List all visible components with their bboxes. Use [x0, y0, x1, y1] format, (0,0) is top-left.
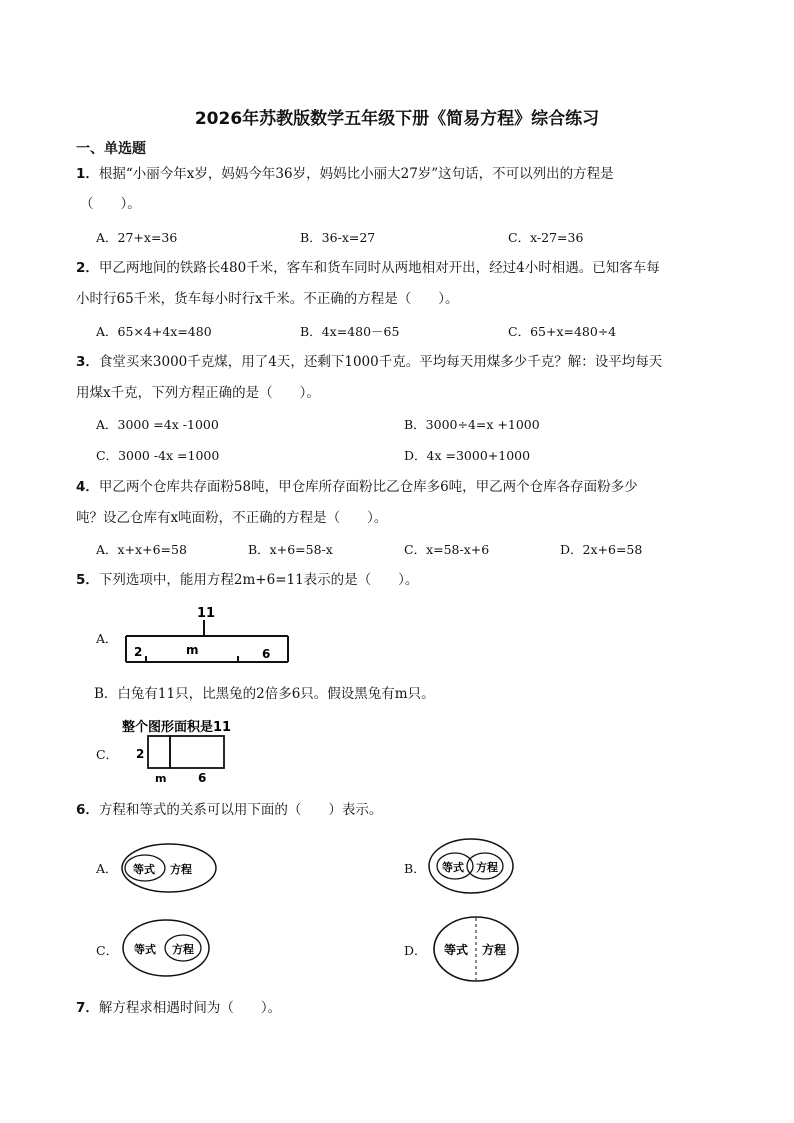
venn-subset — [120, 918, 214, 978]
question-1 — [76, 164, 614, 184]
option-a-label: A． — [96, 631, 118, 646]
segment-6-label: 6 — [262, 647, 271, 661]
question-4-line2: 吨？设乙仓库有x吨面粉，不正确的方程是（ ）。 — [76, 510, 388, 526]
total-label: 11 — [197, 606, 216, 621]
venn-separate — [120, 842, 220, 894]
svg-text:等式: 等式 — [133, 863, 155, 876]
question-5 — [76, 570, 418, 590]
question-number: 1． — [76, 166, 99, 182]
question-number: 7． — [76, 1000, 99, 1016]
option-c: C．3000 -4x =1000 — [96, 448, 220, 463]
svg-text:等式: 等式 — [444, 943, 469, 957]
question-number: 6． — [76, 802, 99, 818]
option-d: D．2x+6=58 — [560, 542, 643, 557]
area-diagram — [118, 714, 258, 788]
section-heading: 一、单选题 — [76, 141, 146, 157]
question-text: 甲乙两个仓库共存面粉58吨，甲仓库所存面粉比乙仓库多6吨，甲乙两个仓库各存面粉多少 — [98, 479, 638, 495]
question-text: 甲乙两地间的铁路长480千米，客车和货车同时从两地相对开出，经过4小时相遇。已知客车每 — [98, 260, 660, 276]
option-d: D．4x =3000+1000 — [404, 448, 531, 463]
question-number: 5． — [76, 572, 99, 588]
segment-2-label: 2 — [134, 645, 143, 659]
question-text: 解方程求相遇时间为（ ）。 — [98, 1000, 282, 1016]
question-text: 食堂买来3000千克煤，用了4天，还剩下1000千克。平均每天用煤多少千克？解：设平均每天 — [98, 354, 663, 370]
svg-text:方程: 方程 — [476, 861, 498, 874]
option-b-label: B． — [404, 861, 426, 876]
question-number: 4． — [76, 479, 99, 495]
svg-text:方程: 方程 — [482, 943, 507, 957]
option-c: C．65+x=480÷4 — [508, 324, 617, 339]
question-number: 3． — [76, 354, 99, 370]
height-label: 2 — [136, 747, 145, 761]
option-c-label: C． — [96, 943, 119, 958]
question-1-blank: （ ）。 — [80, 196, 141, 212]
segment-diagram — [118, 602, 298, 670]
question-4 — [76, 477, 638, 497]
question-3 — [76, 352, 662, 372]
option-b: B．4x=480－65 — [300, 324, 400, 339]
option-c: C．x-27=36 — [508, 230, 584, 245]
question-text: 下列选项中，能用方程2m+6=11表示的是（ ）。 — [98, 572, 419, 588]
option-b: B．3000÷4=x +1000 — [404, 417, 540, 432]
option-b: B．x+6=58-x — [248, 542, 333, 557]
svg-text:等式: 等式 — [134, 943, 156, 956]
svg-text:方程: 方程 — [172, 943, 194, 956]
question-text: 根据“小丽今年x岁，妈妈今年36岁，妈妈比小丽大27岁”这句话，不可以列出的方程是 — [98, 166, 614, 182]
question-text: 方程和等式的关系可以用下面的（ ）表示。 — [98, 802, 383, 818]
option-a: A．3000 =4x -1000 — [96, 417, 219, 432]
segment-m-label: m — [186, 643, 199, 657]
option-c-label: C． — [96, 747, 119, 762]
question-2 — [76, 258, 660, 278]
svg-text:等式: 等式 — [442, 861, 464, 874]
question-6 — [76, 800, 382, 820]
page-title: 2026年苏教版数学五年级下册《简易方程》综合练习 — [194, 109, 600, 129]
question-7 — [76, 998, 281, 1018]
question-number: 2． — [76, 260, 99, 276]
svg-text:方程: 方程 — [170, 863, 192, 876]
option-a: A．27+x=36 — [96, 230, 178, 245]
option-a: A．x+x+6=58 — [96, 542, 187, 557]
venn-split — [430, 914, 524, 984]
width-m-label: m — [155, 772, 167, 785]
option-a: A．65×4+4x=480 — [96, 324, 212, 339]
option-b: B．白兔有11只，比黑兔的2倍多6只。假设黑兔有m只。 — [94, 686, 435, 702]
width-6-label: 6 — [198, 771, 207, 785]
option-d-label: D． — [404, 943, 427, 958]
question-3-line2: 用煤x千克，下列方程正确的是（ ）。 — [76, 385, 320, 401]
option-a-label: A． — [96, 861, 118, 876]
area-caption: 整个图形面积是11 — [122, 720, 232, 735]
venn-overlap — [426, 836, 518, 896]
option-c: C．x=58-x+6 — [404, 542, 490, 557]
question-2-line2: 小时行65千米，货车每小时行x千米。不正确的方程是（ ）。 — [76, 291, 459, 307]
option-b: B．36-x=27 — [300, 230, 376, 245]
